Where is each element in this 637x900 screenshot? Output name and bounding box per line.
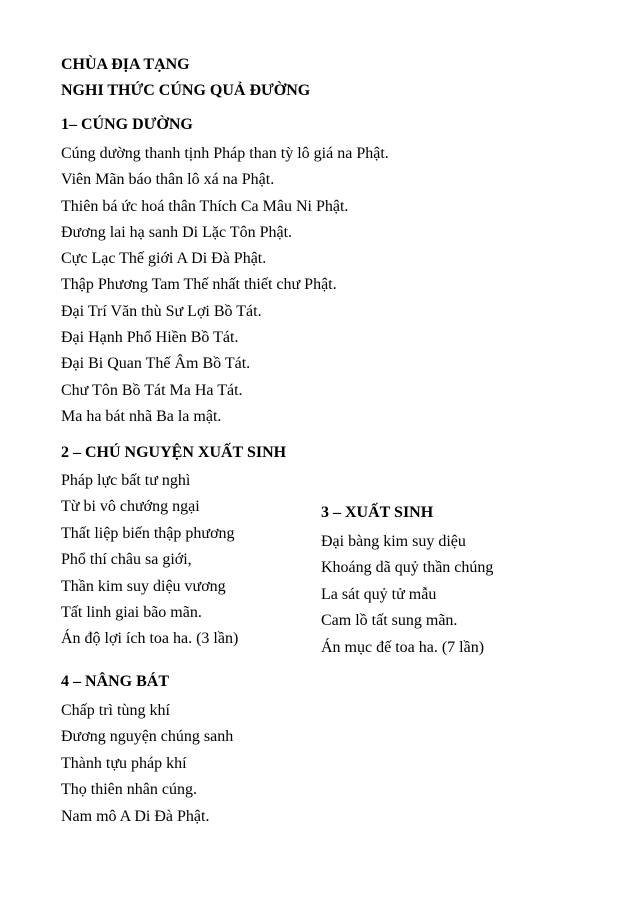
- section-4-line: Chấp trì tùng khí: [61, 702, 170, 719]
- section-3-line: Cam lồ tất sung mãn.: [321, 612, 458, 630]
- section-1-line: Thập Phương Tam Thế nhất thiết chư Phật.: [61, 276, 337, 294]
- section-1-line: Viên Mãn báo thân lô xá na Phật.: [61, 171, 275, 189]
- section-2-line: Tất linh giai bão mãn.: [61, 603, 202, 621]
- section-4-heading: 4 – NÂNG BÁT: [61, 673, 170, 690]
- section-1-line: Đại Bi Quan Thế Âm Bồ Tát.: [61, 355, 251, 373]
- section-3-line: Án mục đế toa ha. (7 lần): [321, 638, 485, 656]
- section-1-line: Ma ha bát nhã Ba la mật.: [61, 407, 222, 425]
- section-1-line: Thiên bá ức hoá thân Thích Ca Mâu Ni Phật.: [61, 197, 349, 215]
- section-4-line: Đương nguyện chúng sanh: [61, 728, 234, 746]
- section-4-line: Nam mô A Di Đà Phật.: [61, 807, 210, 825]
- section-1-heading: 1– CÚNG DƯỜNG: [61, 116, 193, 133]
- section-2-lines: [61, 468, 238, 653]
- section-3-heading: 3 – XUẤT SINH: [321, 504, 434, 521]
- section-4-line: Thọ thiên nhân cúng.: [61, 781, 197, 799]
- section-1-line: Chư Tôn Bồ Tát Ma Ha Tát.: [61, 381, 243, 399]
- section-3-lines: [321, 529, 493, 661]
- section-2-line: Thần kim suy diệu vương: [61, 577, 226, 595]
- section-2-line: Án độ lợi ích toa ha. (3 lần): [61, 630, 239, 648]
- section-2-line: Từ bi vô chướng ngại: [61, 498, 200, 516]
- section-1-line: Cúng dường thanh tịnh Pháp than tỳ lô giá na Phật.: [61, 145, 389, 162]
- section-3-line: La sát quỷ tử mẫu: [321, 585, 437, 603]
- section-3-line: Khoáng dã quỷ thần chúng: [321, 559, 494, 577]
- section-1-lines: [61, 141, 389, 430]
- section-1-line: Đại Hạnh Phổ Hiền Bồ Tát.: [61, 329, 239, 347]
- section-2-line: Pháp lực bất tư nghì: [61, 472, 191, 489]
- temple-name: CHÙA ĐỊA TẠNG: [61, 56, 190, 73]
- section-2-line: Thất liệp biến thập phương: [61, 524, 235, 542]
- section-1-line: Đương lai hạ sanh Di Lặc Tôn Phật.: [61, 223, 293, 241]
- document-title: NGHI THỨC CÚNG QUẢ ĐƯỜNG: [61, 82, 311, 99]
- section-2-heading: 2 – CHÚ NGUYỆN XUẤT SINH: [61, 444, 287, 461]
- section-1-line: Cực Lạc Thế giới A Di Đà Phật.: [61, 250, 267, 268]
- section-1-line: Đại Trí Văn thù Sư Lợi Bồ Tát.: [61, 302, 262, 320]
- section-4-lines: [61, 698, 233, 830]
- section-2-line: Phổ thí châu sa giới,: [61, 551, 192, 569]
- section-3-line: Đại bàng kim suy diệu: [321, 533, 466, 550]
- section-4-line: Thành tựu pháp khí: [61, 754, 187, 772]
